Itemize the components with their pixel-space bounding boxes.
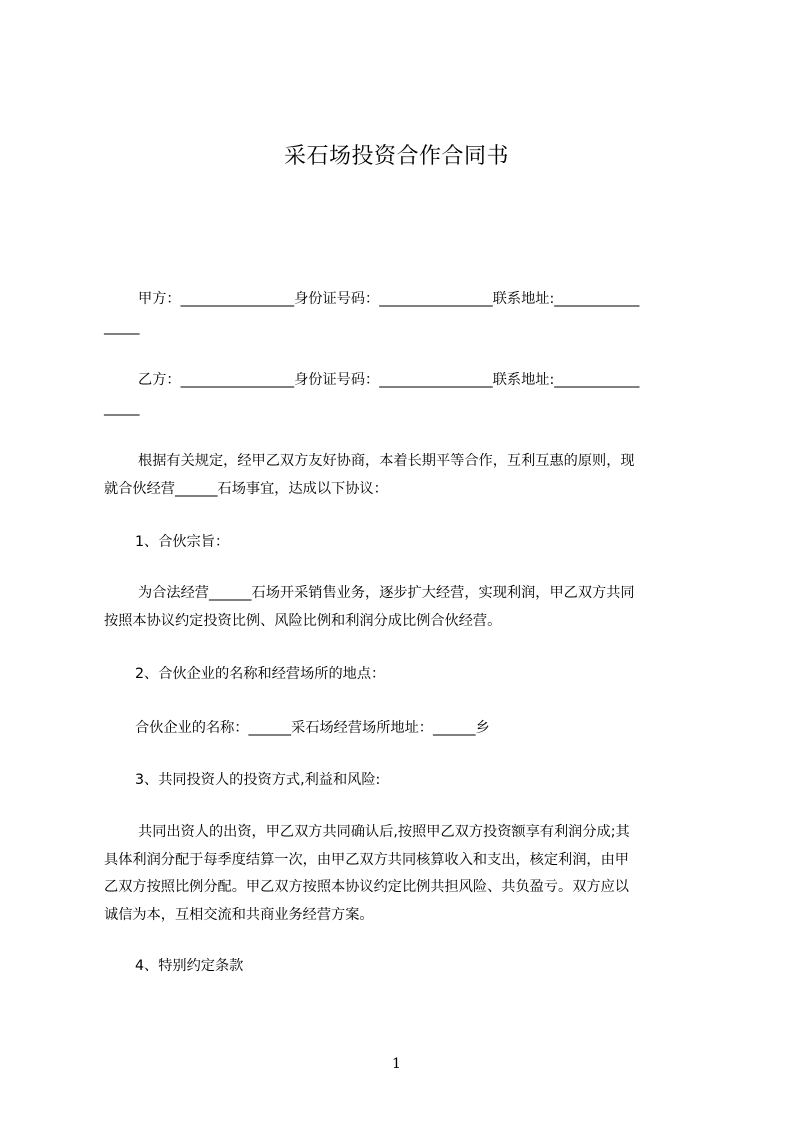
party-a-block	[104, 286, 704, 341]
intro-paragraph	[104, 448, 704, 503]
party-b-line-1: 乙方：________________身份证号码：________________联系地址:____________	[138, 372, 640, 388]
party-b-block	[104, 367, 704, 422]
section-3-line-2: 具体利润分配于每季度结算一次，由甲乙双方共同核算收入和支出，核定利润，由甲	[104, 851, 629, 868]
section-2-line-1: 合伙企业的名称：______采石场经营场所地址：______乡	[135, 720, 490, 736]
section-1-heading: 1、合伙宗旨：	[135, 534, 230, 550]
section-3-line-1: 共同出资人的出资，甲乙双方共同确认后,按照甲乙双方投资额享有利润分成;其	[138, 824, 630, 840]
party-a-line-2: _____	[104, 318, 140, 335]
section-1-line-1: 为合法经营______石场开采销售业务，逐步扩大经营，实现利润，甲乙双方共同	[138, 585, 635, 601]
section-3-line-4: 诚信为本，互相交流和共商业务经营方案。	[104, 906, 374, 923]
intro-line-2: 就合伙经营______石场事宜，达成以下协议：	[104, 480, 388, 497]
party-b-line-2: _____	[104, 399, 140, 416]
section-2-body	[104, 715, 704, 743]
document-title: 采石场投资合作合同书	[283, 144, 509, 169]
section-1-body	[104, 580, 704, 635]
intro-line-1: 根据有关规定，经甲乙双方友好协商，本着长期平等合作，互利互惠的原则，现	[138, 453, 635, 469]
section-2-heading: 2、合伙企业的名称和经营场所的地点：	[135, 666, 386, 682]
section-3-line-3: 乙双方按照比例分配。甲乙双方按照本协议约定比例共担风险、共负盈亏。双方应以	[104, 879, 629, 895]
section-3-heading: 3、共同投资人的投资方式,利益和风险:	[135, 772, 381, 788]
section-1-line-2: 按照本协议约定投资比例、风险比例和利润分成比例合伙经营。	[104, 612, 502, 629]
section-3-body	[104, 819, 704, 929]
page-number: 1	[392, 1056, 401, 1072]
party-a-line-1: 甲方：________________身份证号码：________________联系地址:____________	[138, 291, 640, 307]
section-4-heading: 4、特别约定条款	[135, 958, 244, 974]
